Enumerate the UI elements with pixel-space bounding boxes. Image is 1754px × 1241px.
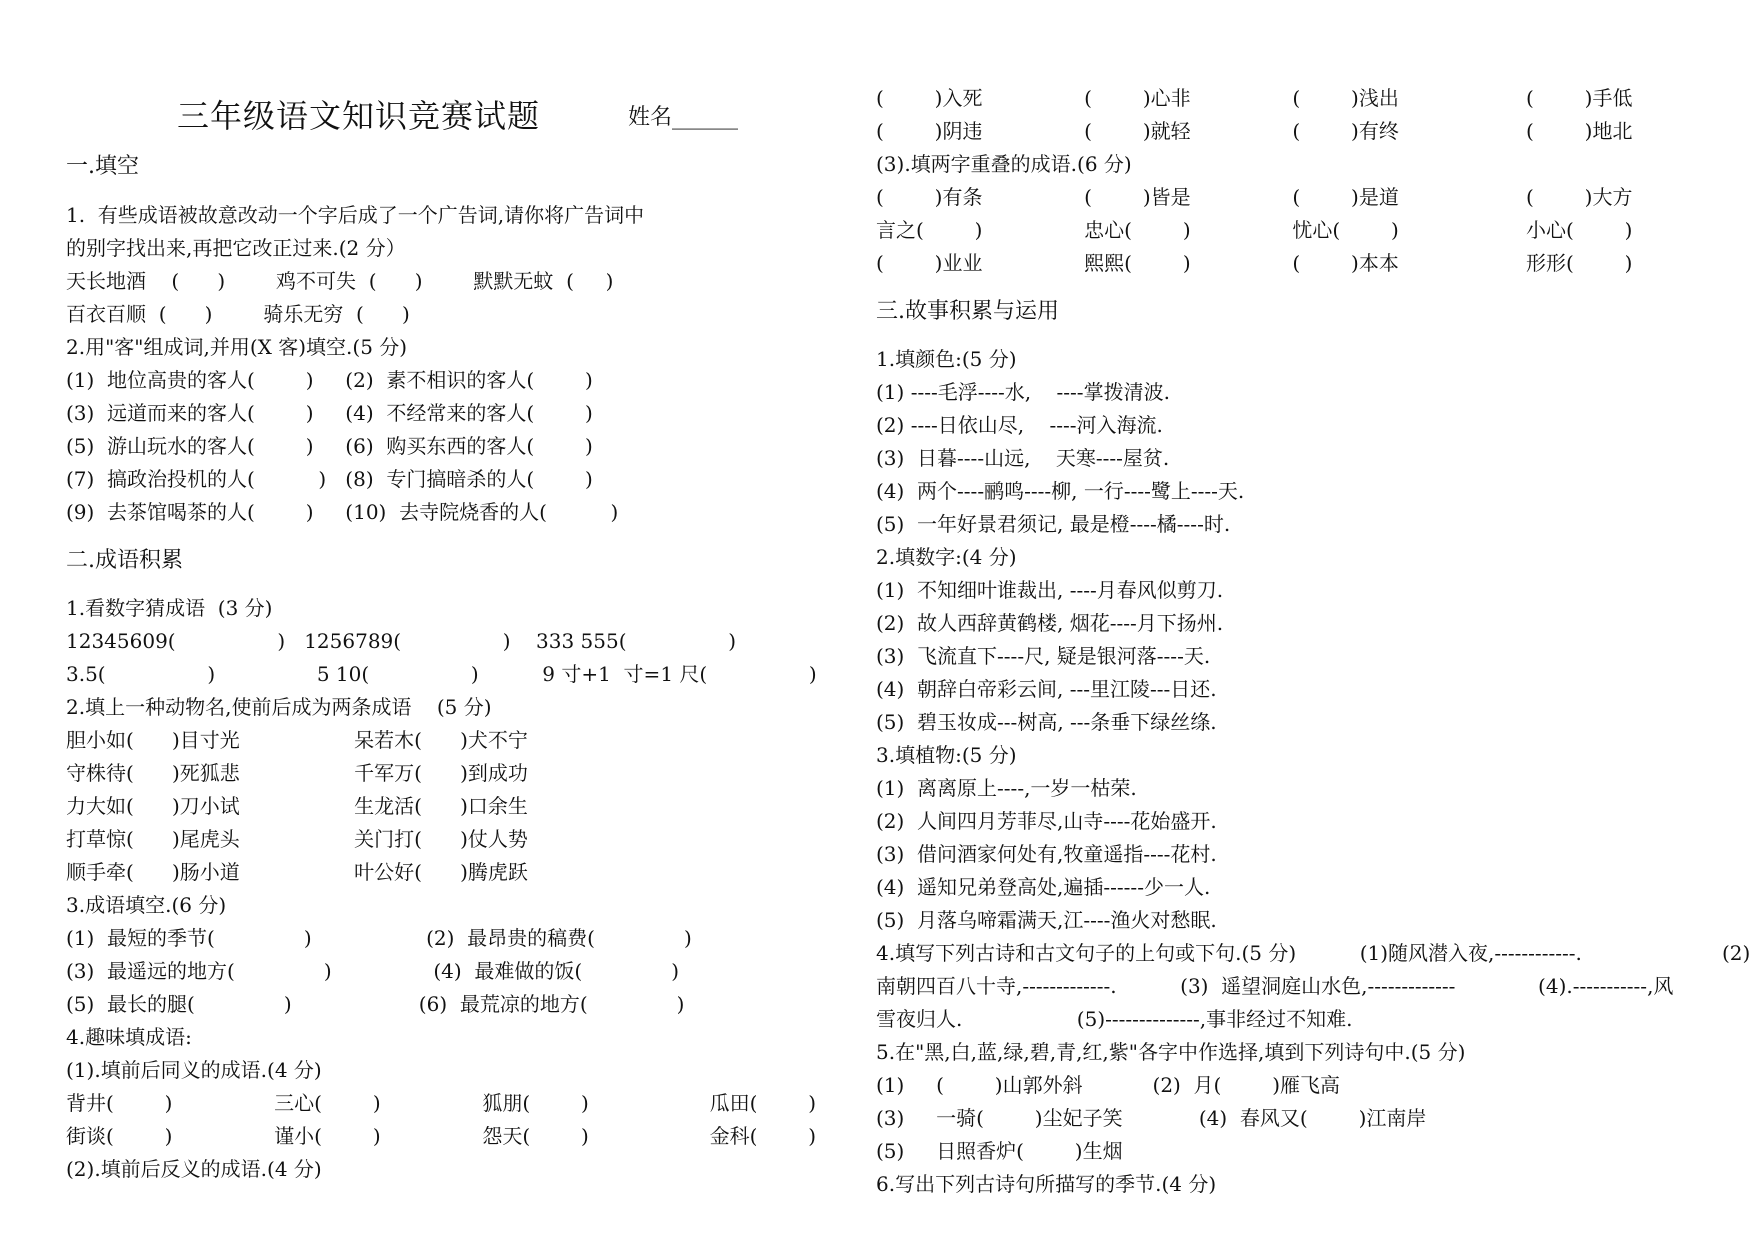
question-line: 6.写出下列古诗句所描写的季节.(4 分) (876, 1172, 1217, 1196)
question-line: 的别字找出来,再把它改正过来.(2 分） (66, 236, 406, 260)
question-line: (4) 两个----鹂鸣----柳, 一行----鹭上----天. (876, 479, 1245, 503)
question-line: 胆小如( )目寸光 呆若木( )犬不宁 (66, 728, 528, 752)
question-line: 2.用"客"组成词,并用(X 客)填空.(5 分) (66, 335, 408, 359)
question-line: 百衣百顺 ( ) 骑乐无穷 ( ) (66, 302, 410, 326)
question-line: (3) 日暮----山远, 天寒----屋贫. (876, 446, 1170, 470)
page-title: 三年级语文知识竞赛试题 (177, 97, 541, 135)
question-line: (2) 人间四月芳菲尽,山寺----花始盛开. (876, 809, 1217, 833)
question-line: (4) 朝辞白帝彩云间, ---里江陵---日还. (876, 677, 1217, 701)
question-line: 1. 有些成语被故意改动一个字后成了一个广告词,请你将广告词中 (66, 203, 645, 227)
question-line: (4) 遥知兄弟登高处,遍插------少一人. (876, 875, 1211, 899)
question-line: (9) 去茶馆喝茶的人( ) (10) 去寺院烧香的人( ) (66, 500, 619, 524)
question-line: (5) 一年好景君须记, 最是橙----橘----时. (876, 512, 1231, 536)
question-line: (5) 碧玉妆成---树高, ---条垂下绿丝绦. (876, 710, 1217, 734)
question-line: (5) 日照香炉( )生烟 (876, 1139, 1123, 1163)
question-line: (1) ----毛浮----水, ----掌拨清波. (876, 380, 1170, 404)
question-line: (1) ( )山郭外斜 (2) 月( )雁飞高 (876, 1073, 1341, 1097)
question-line: 3.填植物:(5 分) (876, 743, 1017, 767)
question-line: 1.看数字猜成语 (3 分) (66, 596, 273, 620)
question-line: 天长地酒 ( ) 鸡不可失 ( ) 默默无蚊 ( ) (66, 269, 614, 293)
question-line: ( )阴违 ( )就轻 ( )有终 ( )地北 (876, 119, 1633, 143)
question-line: (5) 游山玩水的客人( ) (6) 购买东西的客人( ) (66, 434, 593, 458)
question-line: ( )入死 ( )心非 ( )浅出 ( )手低 (876, 86, 1633, 110)
question-line: (1).填前后同义的成语.(4 分) (66, 1058, 322, 1082)
question-line: 言之( ) 忠心( ) 忧心( ) 小心( ) (876, 218, 1633, 242)
question-line: 顺手牵( )肠小道 叶公好( )腾虎跃 (66, 860, 528, 884)
question-line: 南朝四百八十寺,-------------. (3) 遥望洞庭山水色,------------- (4).-----------,风 (876, 974, 1674, 998)
question-line: 2.填上一种动物名,使前后成为两条成语 (5 分) (66, 695, 492, 719)
question-line: (1) 不知细叶谁裁出, ----月春风似剪刀. (876, 578, 1224, 602)
question-line: (1) 地位高贵的客人( ) (2) 素不相识的客人( ) (66, 368, 593, 392)
section-heading: 一.填空 (66, 154, 139, 179)
question-line: (2) ----日依山尽, ----河入海流. (876, 413, 1163, 437)
question-line: 守株待( )死狐悲 千军万( )到成功 (66, 761, 528, 785)
question-line: ( )业业 熙熙( ) ( )本本 形形( ) (876, 251, 1633, 275)
section-heading: 三.故事积累与运用 (876, 299, 1059, 324)
question-line: (2) 故人西辞黄鹤楼, 烟花----月下扬州. (876, 611, 1224, 635)
question-line: 12345609( ) 1256789( ) 333 555( ) (66, 629, 737, 653)
question-line: 1.填颜色:(5 分) (876, 347, 1017, 371)
question-line: (3) 远道而来的客人( ) (4) 不经常来的客人( ) (66, 401, 593, 425)
question-line: (3) 飞流直下----尺, 疑是银河落----天. (876, 644, 1211, 668)
question-line: (1) 离离原上----,一岁一枯荣. (876, 776, 1137, 800)
question-line: (3) 借问酒家何处有,牧童遥指----花村. (876, 842, 1217, 866)
question-line: (3) 最遥远的地方( ) (4) 最难做的饭( ) (66, 959, 680, 983)
question-line: 2.填数字:(4 分) (876, 545, 1017, 569)
question-line: (2).填前后反义的成语.(4 分) (66, 1157, 322, 1181)
question-line: 4.填写下列古诗和古文句子的上句或下句.(5 分) (1)随风潜入夜,------------. (876, 941, 1582, 965)
question-line: 5.在"黑,白,蓝,绿,碧,青,红,紫"各字中作选择,填到下列诗句中.(5 分) (876, 1040, 1466, 1064)
question-line: 雪夜归人. (5)--------------,事非经过不知难. (876, 1007, 1353, 1031)
question-line: ( )有条 ( )皆是 ( )是道 ( )大方 (876, 185, 1633, 209)
question-line: 打草惊( )尾虎头 关门打( )仗人势 (66, 827, 528, 851)
question-line: 力大如( )刀小试 生龙活( )口余生 (66, 794, 528, 818)
question-line: 街谈( ) 谨小( ) 怨天( ) 金科( ) (66, 1124, 817, 1148)
question-line: (3) 一骑( )尘妃子笑 (4) 春风又( )江南岸 (876, 1106, 1427, 1130)
question-line: (5) 月落乌啼霜满天,江----渔火对愁眠. (876, 908, 1217, 932)
question-line: 背井( ) 三心( ) 狐朋( ) 瓜田( ) (66, 1091, 817, 1115)
question-line: 3.成语填空.(6 分) (66, 893, 227, 917)
question-line: 3.5( ) 5 10( ) 9 寸+1 寸=1 尺( ) (66, 662, 817, 686)
name-field-label: 姓名______ (628, 105, 739, 130)
question-line: (1) 最短的季节( ) (2) 最昂贵的稿费( ) (66, 926, 692, 950)
question-line: 4.趣味填成语: (66, 1025, 192, 1049)
question-line: (5) 最长的腿( ) (6) 最荒凉的地方( ) (66, 992, 685, 1016)
question-line: (3).填两字重叠的成语.(6 分) (876, 152, 1132, 176)
question-line: (7) 搞政治投机的人( ) (8) 专门搞暗杀的人( ) (66, 467, 593, 491)
section-heading: 二.成语积累 (66, 548, 183, 573)
question-line: (2) (1722, 941, 1751, 965)
